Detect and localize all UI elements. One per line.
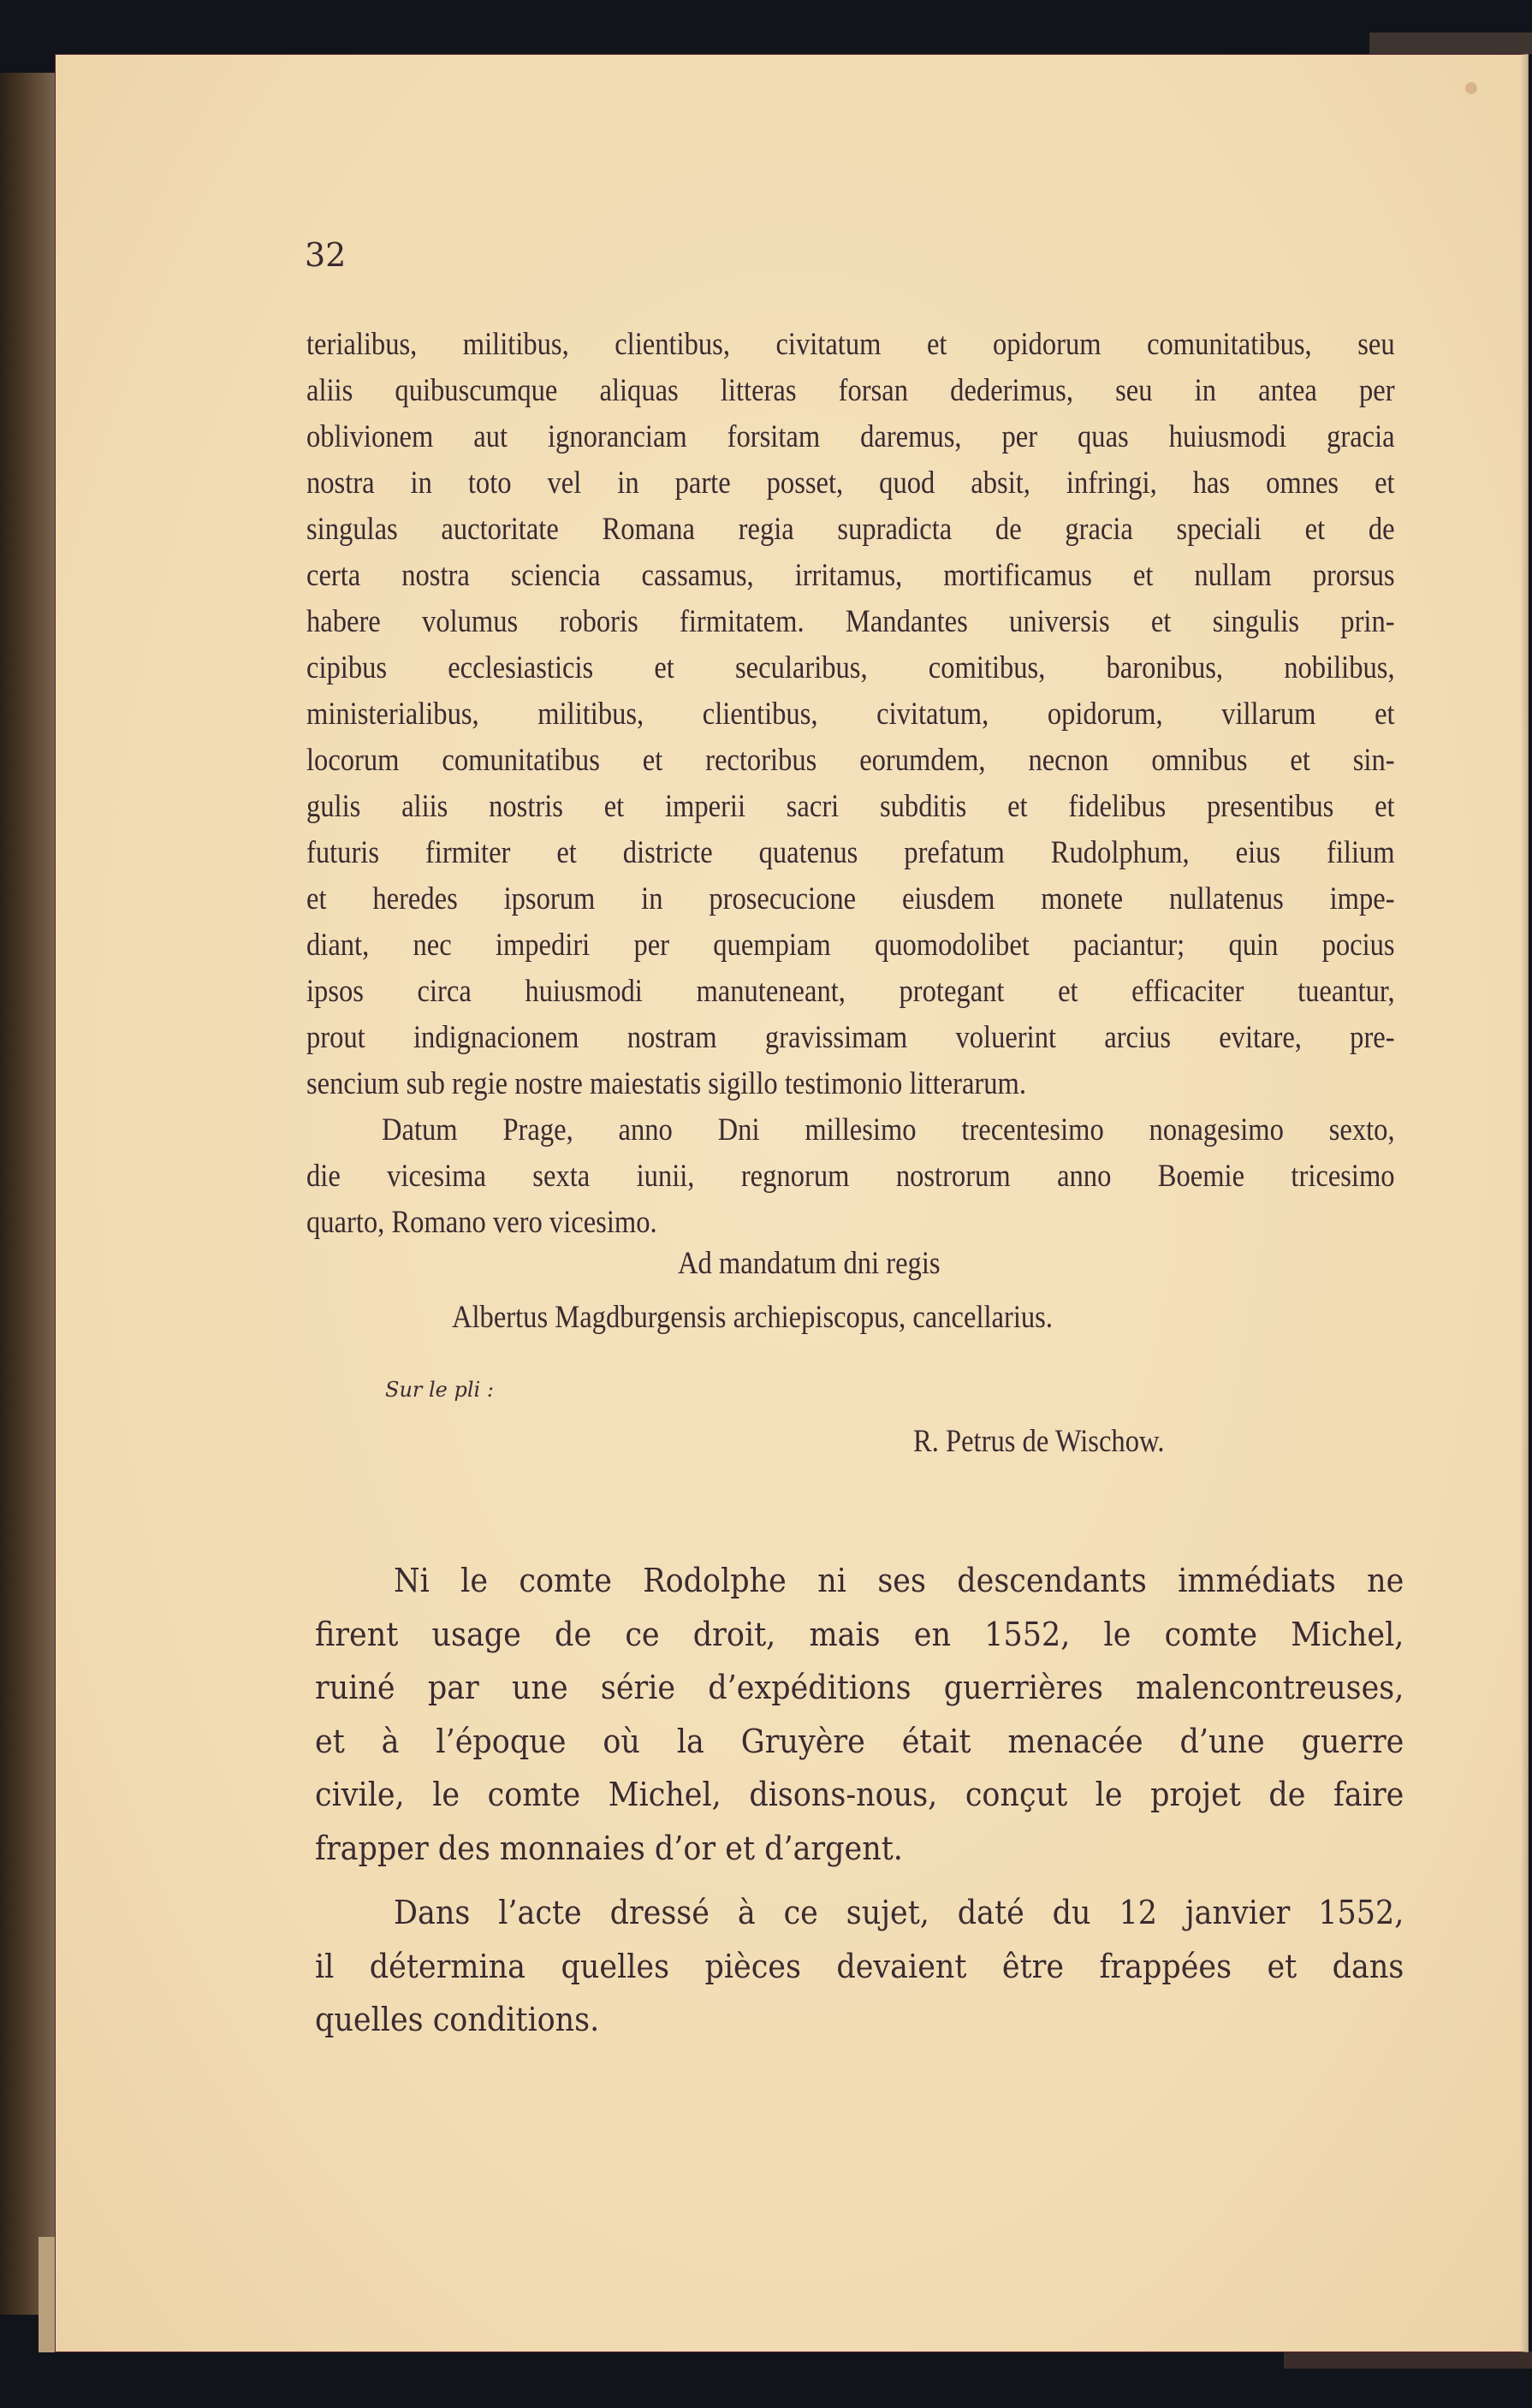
latin-line: ministerialibus, militibus, clientibus, civitatum, opidorum, villarum et bbox=[306, 697, 1395, 732]
latin-line: nostra in toto vel in parte posset, quod absit, infringi, has omnes et bbox=[306, 466, 1395, 501]
page-gutter-shadow bbox=[1520, 54, 1529, 2352]
chancellor-signature: Albertus Magdburgensis archiepiscopus, cancellarius. bbox=[452, 1300, 1053, 1335]
dating-line: die vicesima sexta iunii, regnorum nostrorum anno Boemie tricesimo bbox=[306, 1159, 1395, 1194]
latin-line: certa nostra sciencia cassamus, irritamus, mortificamus et nullam prorsus bbox=[306, 558, 1395, 593]
latin-line: diant, nec impediri per quempiam quomodolibet paciantur; quin pocius bbox=[306, 928, 1395, 963]
latin-line: habere volumus roboris firmitatem. Mandantes universis et singulis prin- bbox=[306, 604, 1395, 639]
latin-line: futuris firmiter et districte quatenus prefatum Rudolphum, eius filium bbox=[306, 835, 1395, 870]
french-paragraph-2 bbox=[315, 1886, 1404, 2047]
dating-line: Datum Prage, anno Dni millesimo trecentesimo nonagesimo sexto, bbox=[382, 1112, 1395, 1148]
latin-line: terialibus, militibus, clientibus, civitatum et opidorum comunitatibus, seu bbox=[306, 327, 1395, 362]
latin-charter-text bbox=[306, 322, 1395, 1246]
latin-line: prout indignacionem nostram gravissimam voluerint arcius evitare, pre- bbox=[306, 1020, 1395, 1055]
french-line: civile, le comte Michel, disons-nous, conçut le projet de faire bbox=[315, 1776, 1404, 1813]
latin-line: cipibus ecclesiasticis et secularibus, comitibus, baronibus, nobilibus, bbox=[306, 650, 1395, 685]
paper-stain bbox=[1465, 82, 1477, 94]
french-line: et à l’époque où la Gruyère était menacée d’une guerre bbox=[315, 1722, 1404, 1760]
latin-line: ipsos circa huiusmodi manuteneant, protegant et efficaciter tueantur, bbox=[306, 974, 1395, 1009]
book-edge-bottom bbox=[1284, 2352, 1532, 2369]
mandate-line: Ad mandatum dni regis bbox=[678, 1246, 941, 1281]
book-edge-top bbox=[1369, 33, 1532, 54]
latin-line: oblivionem aut ignoranciam forsitam daremus, per quas huiusmodi gracia bbox=[306, 419, 1395, 454]
french-line: il détermina quelles pièces devaient être frappées et dans bbox=[315, 1947, 1404, 1985]
french-line: frapper des monnaies d’or et d’argent. bbox=[315, 1829, 903, 1867]
french-line: ruiné par une série d’expéditions guerrières malencontreuses, bbox=[315, 1669, 1404, 1706]
latin-line: sencium sub regie nostre maiestatis sigillo testimonio litterarum. bbox=[306, 1066, 1026, 1101]
french-paragraph-1 bbox=[315, 1554, 1404, 1875]
french-line: quelles conditions. bbox=[315, 2001, 600, 2038]
scanner-background-left bbox=[0, 73, 56, 2315]
latin-line: gulis aliis nostris et imperii sacri subditis et fidelibus presentibus et bbox=[306, 789, 1395, 824]
fold-note: Sur le pli : bbox=[385, 1378, 494, 1402]
french-line: Dans l’acte dressé à ce sujet, daté du 12 janvier 1552, bbox=[394, 1894, 1404, 1931]
latin-line: et heredes ipsorum in prosecucione eiusdem monete nullatenus impe- bbox=[306, 881, 1395, 916]
latin-line: singulas auctoritate Romana regia supradicta de gracia speciali et de bbox=[306, 512, 1395, 547]
registrar-signature: R. Petrus de Wischow. bbox=[913, 1424, 1165, 1459]
dating-line: quarto, Romano vero vicesimo. bbox=[306, 1205, 657, 1240]
page-number: 32 bbox=[305, 236, 347, 274]
latin-line: aliis quibuscumque aliquas litteras forsan dederimus, seu in antea per bbox=[306, 373, 1395, 408]
french-line: Ni le comte Rodolphe ni ses descendants immédiats ne bbox=[394, 1562, 1404, 1599]
french-line: firent usage de ce droit, mais en 1552, le comte Michel, bbox=[315, 1615, 1404, 1653]
latin-line: locorum comunitatibus et rectoribus eorumdem, necnon omnibus et sin- bbox=[306, 743, 1395, 778]
